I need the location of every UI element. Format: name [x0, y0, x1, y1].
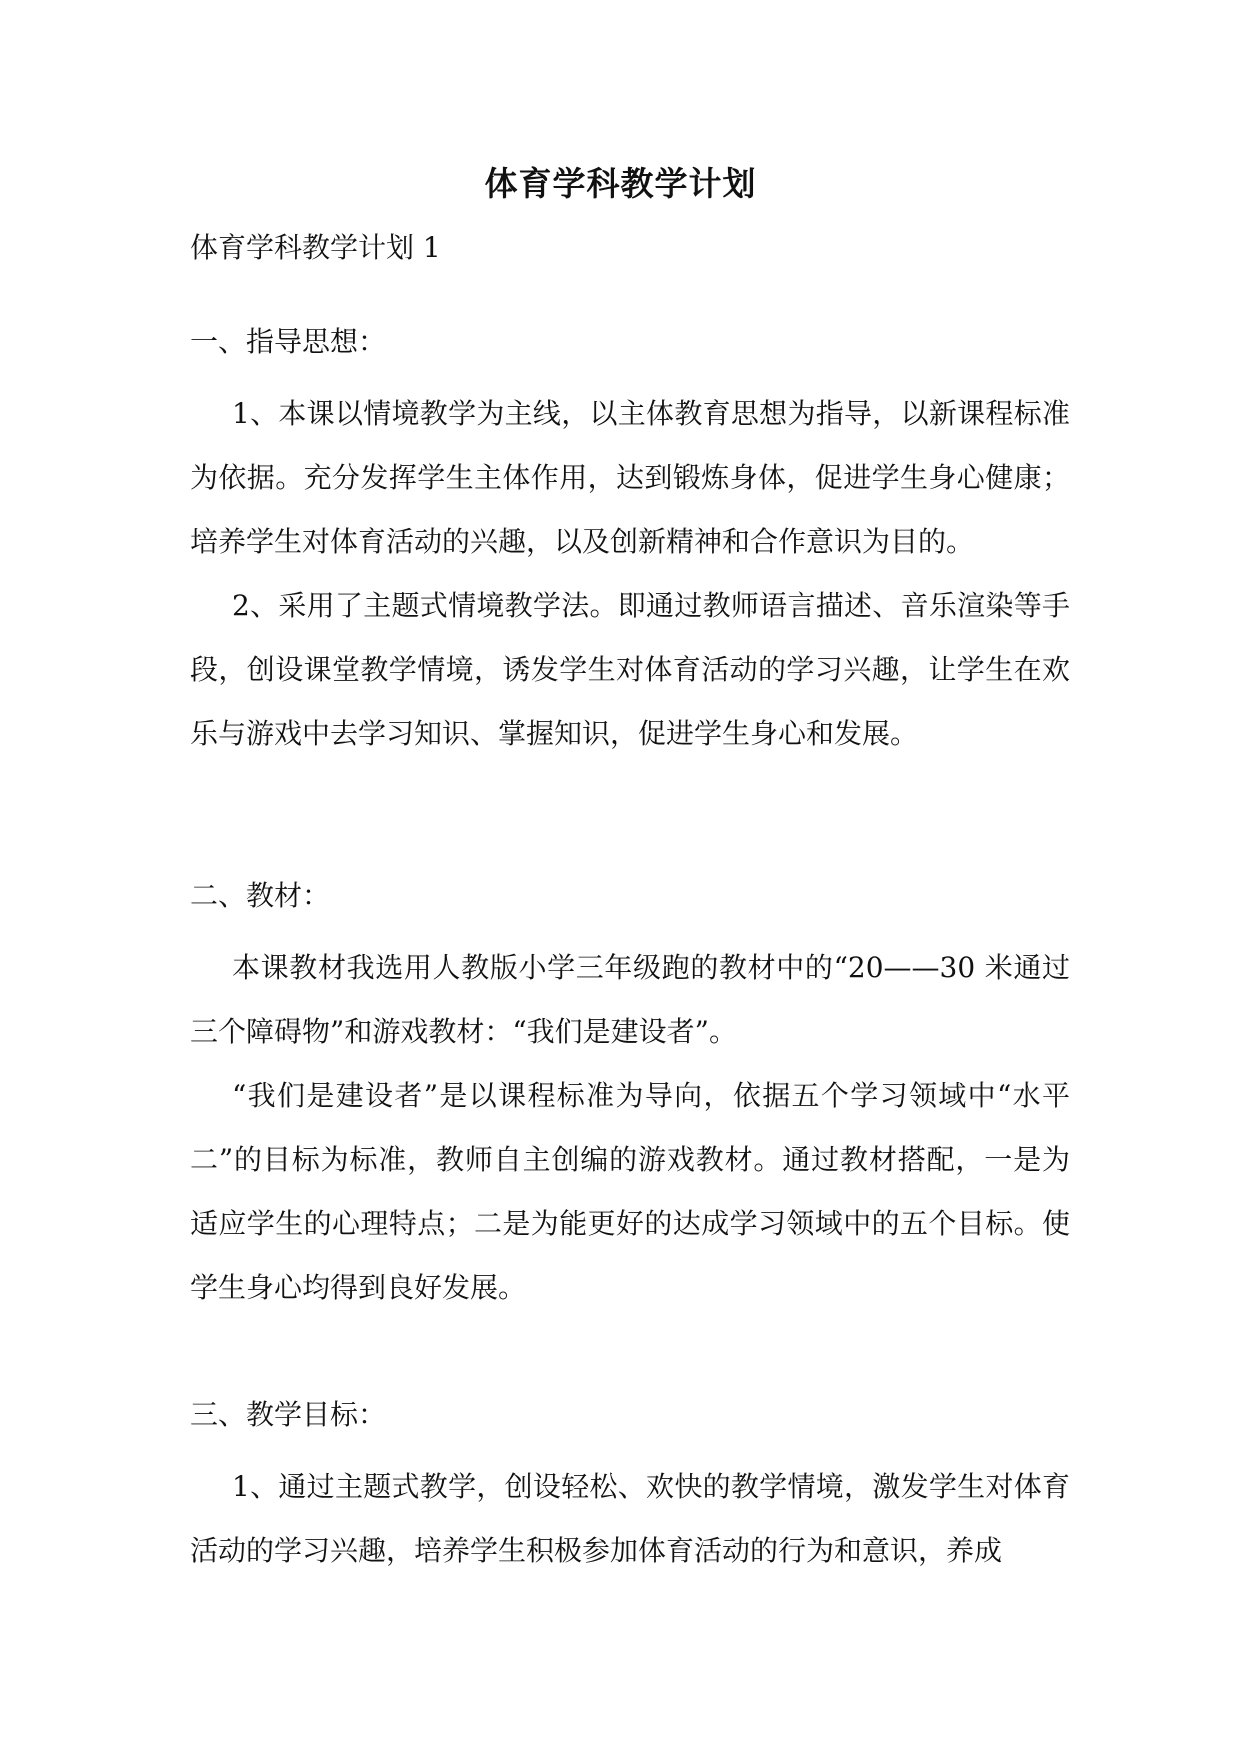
paragraph: 1、本课以情境教学为主线，以主体教育思想为指导，以新课程标准为依据。充分发挥学生主体作用，达到锻炼身体，促进学生身心健康；培养学生对体育活动的兴趣，以及创新精神和合作意识为目的。: [190, 397, 1070, 558]
section-heading: 三、教学目标：: [190, 1398, 387, 1431]
section-heading: 二、教材：: [190, 879, 331, 912]
paragraph: “我们是建设者”是以课程标准为导向，依据五个学习领域中“水平二”的目标为标准，教师自主创编的游戏教材。通过教材搭配，一是为适应学生的心理特点；二是为能更好的达成学习领域中的五个目标。使学生身心均得到良好发展。: [190, 1079, 1070, 1304]
paragraph: 1、通过主题式教学，创设轻松、欢快的教学情境，激发学生对体育活动的学习兴趣，培养学生积极参加体育活动的行为和意识，养成: [190, 1470, 1070, 1567]
paragraph: 本课教材我选用人教版小学三年级跑的教材中的“20——30 米通过三个障碍物”和游戏教材：“我们是建设者”。: [190, 951, 1070, 1048]
section-heading: 一、指导思想：: [190, 325, 387, 358]
section-materials: [190, 876, 1070, 1320]
section-teaching-goals: [190, 1395, 1070, 1583]
document-subtitle: 体育学科教学计划 1: [190, 231, 441, 264]
paragraph: 2、采用了主题式情境教学法。即通过教师语言描述、音乐渲染等手段，创设课堂教学情境，诱发学生对体育活动的学习兴趣，让学生在欢乐与游戏中去学习知识、掌握知识，促进学生身心和发展。: [190, 589, 1070, 750]
section-guiding-ideology: [190, 322, 1070, 766]
document-title: 体育学科教学计划: [484, 164, 757, 203]
